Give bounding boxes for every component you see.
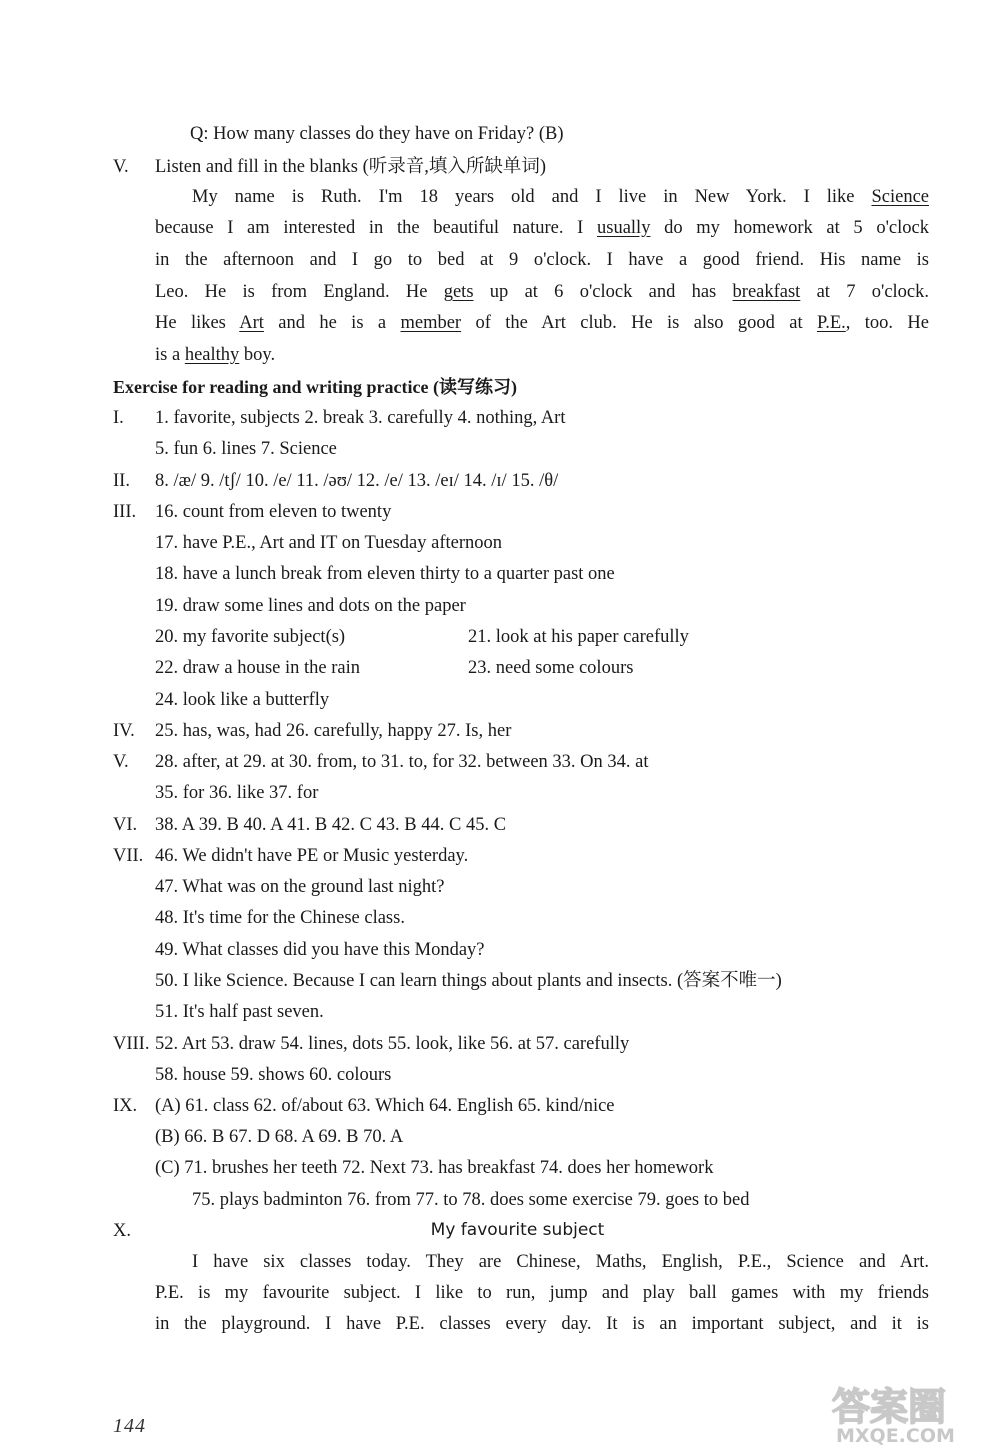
blank-answer: Art — [239, 313, 264, 333]
answer-line: 51. It's half past seven. — [155, 1002, 324, 1022]
passage-line: in the afternoon and I go to bed at 9 o'clock. I have a good friend. His name is — [155, 250, 929, 270]
answer-line: 17. have P.E., Art and IT on Tuesday afternoon — [155, 533, 503, 553]
answer-line: 49. What classes did you have this Monday? — [155, 940, 485, 960]
answer-line: 75. plays badminton 76. from 77. to 78. does some exercise 79. goes to bed — [192, 1190, 750, 1210]
section-number: V. — [113, 157, 129, 177]
section-number: II. — [113, 471, 130, 491]
section-number: IX. — [113, 1096, 138, 1116]
answer-line: 23. need some colours — [468, 658, 634, 678]
answer-line: 38. A 39. B 40. A 41. B 42. C 43. B 44. C 45. C — [155, 815, 507, 835]
answer-line: 58. house 59. shows 60. colours — [155, 1065, 392, 1085]
passage-line: He likes Art and he is a member of the Art club. He is also good at P.E., too. He — [155, 313, 929, 333]
essay-line: in the playground. I have P.E. classes every day. It is an important subject, and it is — [155, 1314, 929, 1334]
answer-line: 21. look at his paper carefully — [468, 627, 689, 647]
answer-line: 35. for 36. like 37. for — [155, 783, 319, 803]
watermark-sub-text: MXQE.COM — [836, 1425, 955, 1446]
passage-line: is a healthy boy. — [155, 345, 276, 365]
answer-line: 52. Art 53. draw 54. lines, dots 55. look, like 56. at 57. carefully — [155, 1034, 630, 1054]
watermark-logo — [828, 1380, 988, 1446]
exercise-heading: Exercise for reading and writing practice (读写练习) — [113, 377, 517, 397]
blank-answer: P.E. — [816, 313, 846, 333]
blank-answer: healthy — [184, 345, 240, 365]
answer-line: 16. count from eleven to twenty — [155, 502, 392, 522]
answer-line: 47. What was on the ground last night? — [155, 877, 445, 897]
blank-answer: usually — [597, 218, 651, 238]
answer-line: 46. We didn't have PE or Music yesterday. — [155, 846, 469, 866]
question-line: Q: How many classes do they have on Friday? (B) — [190, 124, 564, 144]
answer-line: (A) 61. class 62. of/about 63. Which 64. English 65. kind/nice — [155, 1096, 615, 1116]
passage-line: Leo. He is from England. He gets up at 6 o'clock and has breakfast at 7 o'clock. — [155, 282, 930, 302]
page-number: 144 — [113, 1415, 146, 1437]
answer-line: (C) 71. brushes her teeth 72. Next 73. has breakfast 74. does her homework — [155, 1158, 714, 1178]
section-title: Listen and fill in the blanks (听录音,填入所缺单词) — [155, 157, 547, 177]
answer-line: 28. after, at 29. at 30. from, to 31. to, for 32. between 33. On 34. at — [155, 752, 649, 772]
section-number: VIII. — [113, 1034, 150, 1054]
answer-line: 5. fun 6. lines 7. Science — [155, 439, 337, 459]
blank-answer: member — [400, 313, 462, 333]
essay-line: P.E. is my favourite subject. I like to run, jump and play ball games with my friends — [155, 1283, 929, 1303]
section-number: VII. — [113, 846, 144, 866]
answer-line: 8. /æ/ 9. /tʃ/ 10. /e/ 11. /əʊ/ 12. /e/ 13. /eɪ/ 14. /ɪ/ 15. /θ/ — [155, 471, 559, 491]
blank-answer: breakfast — [732, 282, 801, 302]
section-number: III. — [113, 502, 137, 522]
answer-line: 24. look like a butterfly — [155, 690, 330, 710]
answer-line: (B) 66. B 67. D 68. A 69. B 70. A — [155, 1127, 404, 1147]
blank-answer: gets — [443, 282, 474, 302]
section-number: IV. — [113, 721, 135, 741]
section-number: VI. — [113, 815, 138, 835]
essay-title: My favourite subject — [430, 1220, 605, 1240]
section-number: V. — [113, 752, 129, 772]
answer-line: 48. It's time for the Chinese class. — [155, 908, 405, 928]
answer-line: 1. favorite, subjects 2. break 3. carefully 4. nothing, Art — [155, 408, 566, 428]
section-number: X. — [113, 1221, 131, 1241]
passage-line: because I am interested in the beautiful nature. I usually do my homework at 5 o'clock — [155, 218, 929, 238]
answer-line: 20. my favorite subject(s) — [155, 627, 346, 647]
watermark-main-text: 答案圈 — [832, 1385, 947, 1429]
answer-line: 19. draw some lines and dots on the paper — [155, 596, 466, 616]
passage-line: My name is Ruth. I'm 18 years old and I live in New York. I like Science — [192, 187, 929, 207]
answer-line: 18. have a lunch break from eleven thirty to a quarter past one — [155, 564, 615, 584]
essay-line: I have six classes today. They are Chinese, Maths, English, P.E., Science and Art. — [192, 1252, 929, 1272]
answer-line: 25. has, was, had 26. carefully, happy 27. Is, her — [155, 721, 512, 741]
section-number: I. — [113, 408, 124, 428]
blank-answer: Science — [871, 187, 929, 207]
answer-line: 50. I like Science. Because I can learn things about plants and insects. (答案不唯一) — [155, 971, 782, 991]
answer-line: 22. draw a house in the rain — [155, 658, 360, 678]
